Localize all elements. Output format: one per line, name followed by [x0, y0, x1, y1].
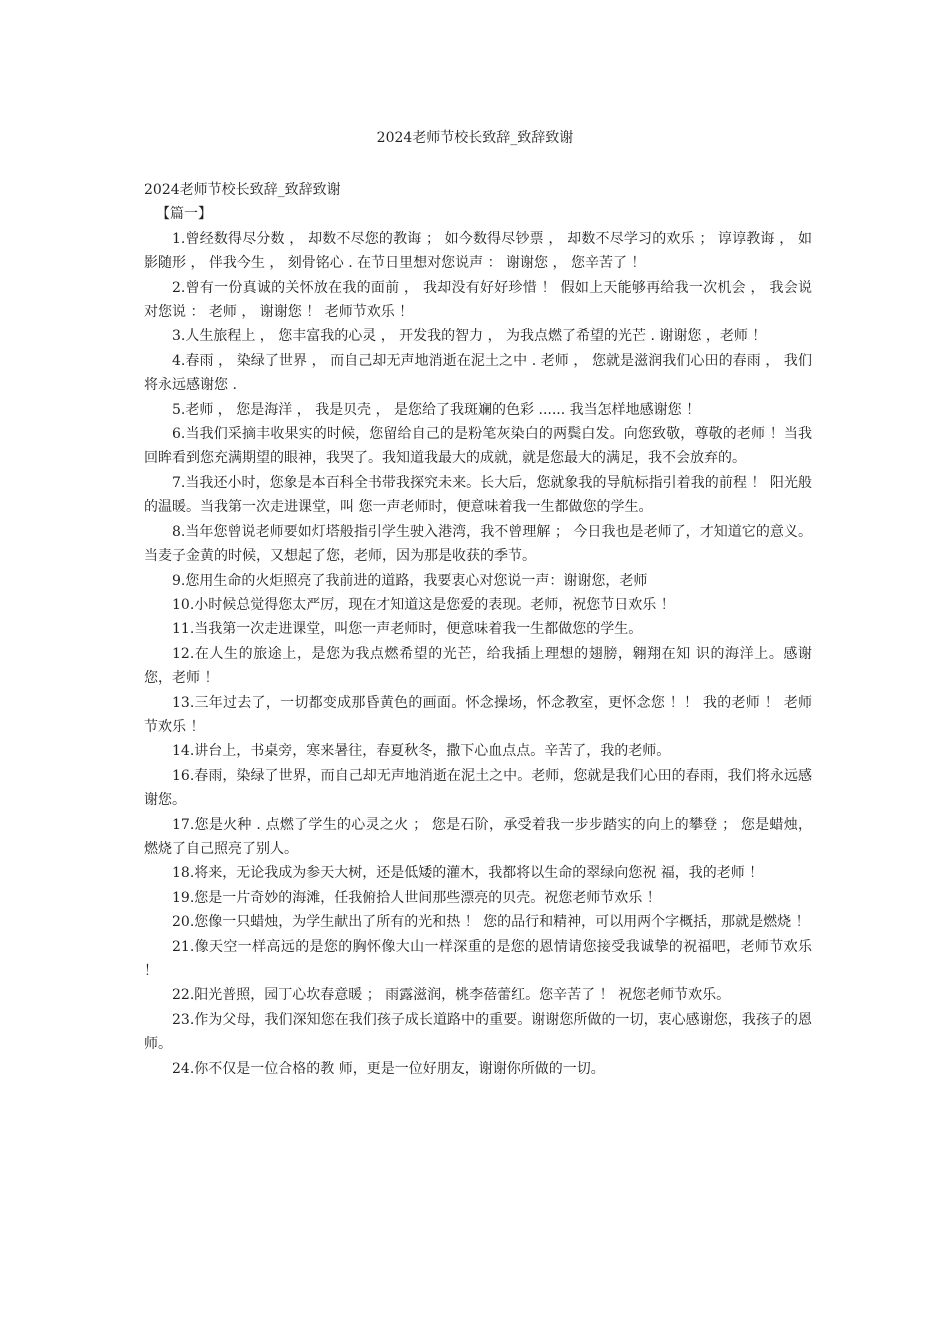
paragraph: 20.您像一只蜡烛，为学生献出了所有的光和热 ！ 您的品行和精神，可以用两个字概括，那就是燃烧 ！	[172, 914, 810, 931]
document-subtitle: 2024老师节校长致辞_致辞致谢	[144, 182, 341, 198]
paragraph: 8.当年您曾说老师要如灯塔般指引学生驶入港湾，我不曾理解 ； 今日我也是老师了，才知道它的意义。当麦子金黄的时候，又想起了您，老师，因为那是收获的季节。	[144, 523, 812, 565]
paragraph: 2.曾有一份真诚的关怀放在我的面前 ， 我却没有好好珍惜 ！ 假如上天能够再给我一次机会 ， 我会说对您说 ： 老师 ， 谢谢您 ！ 老师节欢乐 ！	[144, 279, 812, 321]
paragraph: 7.当我还小时，您象是本百科全书带我探究未来。长大后，您就象我的导航标指引着我的前程 ！ 阳光般的温暖。当我第一次走进课堂，叫 您一声老师时，便意味着我一生都做您的学生。	[144, 474, 812, 516]
paragraph: 16.春雨，染绿了世界，而自己却无声地消逝在泥土之中。老师，您就是我们心田的春雨，我们将永远感谢您。	[144, 767, 812, 809]
document-body	[144, 178, 812, 1081]
paragraph: 13.三年过去了，一切都变成那昏黄色的画面。怀念操场，怀念教室，更怀念您 ！！ 我的老师 ！ 老师节欢乐 ！	[144, 694, 812, 735]
paragraph: 9.您用生命的火炬照亮了我前进的道路，我要衷心对您说一声：谢谢您，老师	[172, 572, 648, 589]
paragraph: 3.人生旅程上 ， 您丰富我的心灵 ， 开发我的智力 ， 为我点燃了希望的光芒 . 谢谢您 ，老师 ！	[172, 328, 767, 345]
document-title: 2024老师节校长致辞_致辞致谢	[376, 130, 574, 146]
paragraph: 11.当我第一次走进课堂，叫您一声老师时，便意味着我一生都做您的学生。	[172, 621, 643, 638]
paragraph: 24.你不仅是一位合格的教 师，更是一位好朋友，谢谢你所做的一切。	[172, 1060, 605, 1077]
paragraph: 14.讲台上，书桌旁，寒来暑往，春夏秋冬，撒下心血点点。辛苦了，我的老师。	[172, 743, 671, 760]
paragraph: 5.老师 ， 您是海洋 ， 我是贝壳 ， 是您给了我斑斓的色彩 ...... 我当怎样地感谢您 ！	[172, 401, 701, 418]
paragraph: 23.作为父母，我们深知您在我们孩子成长道路中的重要。谢谢您所做的一切，衷心感谢您，我孩子的恩师。	[144, 1011, 812, 1053]
paragraph: 4.春雨 ， 染绿了世界 ， 而自己却无声地消逝在泥土之中 . 老师 ， 您就是滋润我们心田的春雨 ， 我们将永远感谢您 .	[144, 352, 812, 394]
paragraph: 1.曾经数得尽分数 ， 却数不尽您的教诲 ； 如今数得尽钞票 ， 却数不尽学习的欢乐 ； 谆谆教诲 ， 如影随形 ， 伴我今生 ， 刻骨铭心 . 在节日里想对您说声 ： 谢谢您 ， 您辛苦了 ！	[144, 230, 812, 272]
paragraph: 17.您是火种 . 点燃了学生的心灵之火 ； 您是石阶，承受着我一步步踏实的向上的攀登 ； 您是蜡烛，燃烧了自己照亮了别人。	[144, 816, 812, 857]
section-label: 【篇一】	[156, 206, 212, 223]
paragraph: 6.当我们采摘丰收果实的时候，您留给自己的是粉笔灰染白的两鬓白发。向您致敬，尊敬的老师 ！当我回眸看到您充满期望的眼神，我哭了。我知道我最大的成就，就是您最大的满足，我不会放弃的。	[144, 426, 812, 467]
paragraph: 10.小时候总觉得您太严厉，现在才知道这是您爱的表现。老师，祝您节日欢乐 ！	[172, 596, 675, 613]
paragraph: 21.像天空一样高远的是您的胸怀像大山一样深重的是您的恩情请您接受我诚挚的祝福吧，老师节欢乐 ！	[144, 938, 812, 979]
paragraph: 18.将来，无论我成为参天大树，还是低矮的灌木，我都将以生命的翠绿向您祝 福，我的老师 ！	[172, 865, 764, 882]
paragraph: 12.在人生的旅途上，是您为我点燃希望的光芒，给我插上理想的翅膀，翱翔在知 识的海洋上。感谢您，老师 ！	[144, 645, 812, 687]
paragraph: 19.您是一片奇妙的海滩，任我俯拾人世间那些漂亮的贝壳。祝您老师节欢乐 ！	[172, 889, 661, 906]
paragraph: 22.阳光普照，园丁心坎春意暖 ； 雨露滋润，桃李蓓蕾红。您辛苦了 ！ 祝您老师节欢乐。	[172, 987, 731, 1004]
